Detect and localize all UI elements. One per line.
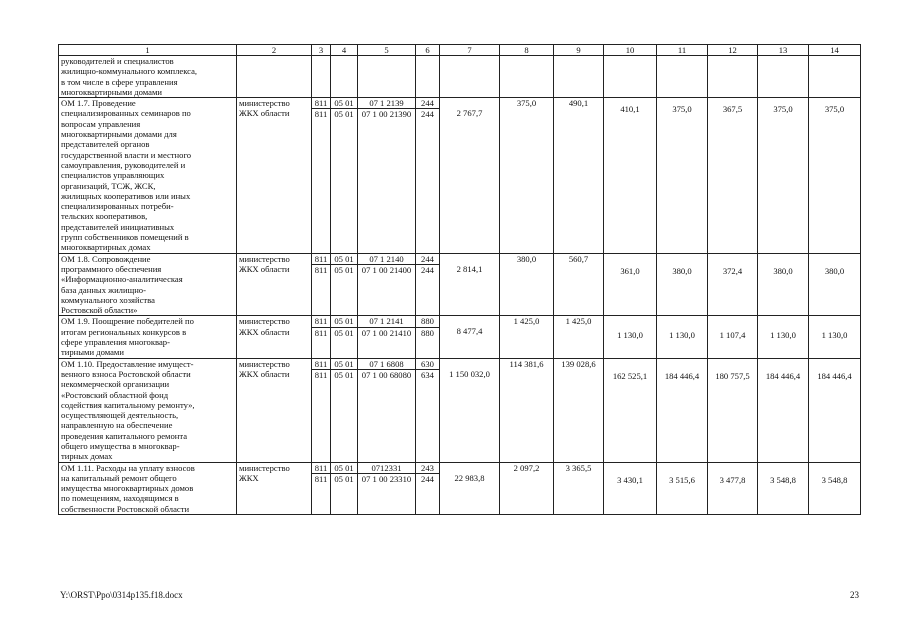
cell-line: 811: [314, 264, 328, 275]
year-value: 3 477,8: [708, 462, 758, 514]
cell-line: 07 1 2139: [358, 98, 415, 109]
year-value: 375,0: [657, 98, 708, 253]
cell-line: 05 01: [331, 316, 357, 327]
year-value: 3 548,8: [758, 462, 809, 514]
total-value: 22 983,8: [440, 462, 500, 514]
cell-line: 07 1 2140: [358, 254, 415, 265]
cell-line: 244: [421, 109, 434, 120]
cell-line: министерство: [239, 253, 290, 264]
year-value: 3 430,1: [604, 462, 657, 514]
cell-line: 811: [312, 254, 330, 265]
cell-line: по помещениям, находящимся в: [61, 493, 179, 504]
cell-line: венного взноса Ростовской области: [61, 368, 191, 379]
cell-line: представителей инициативных: [61, 221, 175, 232]
cell-line: осуществляющей деятельность,: [61, 410, 179, 421]
year-value: 139 028,6: [554, 358, 604, 462]
cell-line: государственной власти и местного: [61, 149, 192, 160]
year-value: 1 130,0: [809, 316, 861, 358]
cell-line: 811: [312, 98, 330, 109]
total-value: 1 150 032,0: [440, 358, 500, 462]
cell-line: «Информационно-аналитическая: [61, 274, 183, 285]
budget-code-c5: [358, 462, 416, 514]
budget-code-c6: [416, 253, 440, 316]
cell-line: 05 01: [334, 473, 354, 484]
cell-line: 244: [416, 254, 439, 265]
cell-line: сфере управления многоквар-: [61, 337, 170, 348]
year-value: 1 107,4: [708, 316, 758, 358]
budget-table: [58, 44, 861, 515]
budget-code-c6: [416, 358, 440, 462]
empty-cell: [554, 56, 604, 98]
page-number: 23: [850, 590, 859, 600]
col-header: 4: [331, 45, 358, 56]
cell-line: 05 01: [331, 98, 357, 109]
budget-code-c4: [331, 98, 358, 253]
event-description: [59, 98, 237, 253]
cell-line: 630: [416, 359, 439, 370]
empty-cell: [237, 56, 312, 98]
event-description: [59, 358, 237, 462]
cell-line: министерство: [239, 358, 290, 369]
year-value: 114 381,6: [500, 358, 554, 462]
empty-cell: [758, 56, 809, 98]
budget-code-c6: [416, 98, 440, 253]
cell-line: самоуправления, руководителей и: [61, 159, 186, 170]
total-value: 2 814,1: [440, 253, 500, 316]
cell-line: ОМ 1.11. Расходы на уплату взносов: [61, 462, 195, 473]
cell-line: министерство: [239, 316, 290, 327]
cell-line: итогам региональных конкурсов в: [61, 326, 187, 337]
cell-line: проведения капитального ремонта: [61, 430, 188, 441]
year-value: 372,4: [708, 253, 758, 316]
cell-line: специализированных семинаров по: [61, 108, 191, 119]
executor: [237, 462, 312, 514]
cell-line: 07 1 00 21390: [361, 109, 412, 120]
cell-line: 07 1 00 21410: [361, 327, 412, 338]
cell-line: групп собственников помещений в: [61, 232, 189, 243]
year-value: 184 446,4: [758, 358, 809, 462]
event-description: [59, 253, 237, 316]
col-header: 7: [440, 45, 500, 56]
cell-line: 07 1 6808: [358, 359, 415, 370]
cell-line: база данных жилищно-: [61, 284, 146, 295]
file-path: Y:\ORST\Ppo\0314p135.f18.docx: [60, 590, 183, 600]
executor: [237, 253, 312, 316]
budget-code-c5: [358, 98, 416, 253]
col-header: 11: [657, 45, 708, 56]
event-description: [59, 316, 237, 358]
cell-line: министерство: [239, 462, 290, 473]
cell-line: 05 01: [334, 264, 354, 275]
table-row: [59, 358, 861, 462]
year-value: 3 365,5: [554, 462, 604, 514]
cell-line: специалистов управляющих: [61, 170, 165, 181]
col-header: 13: [758, 45, 809, 56]
cell-line: 05 01: [331, 254, 357, 265]
cell-line: коммунального хозяйства: [61, 294, 155, 305]
cell-line: ЖКХ области: [239, 368, 290, 379]
executor: [237, 98, 312, 253]
budget-code-c5: [358, 253, 416, 316]
year-value: 375,0: [500, 98, 554, 253]
year-value: 361,0: [604, 253, 657, 316]
year-value: 367,5: [708, 98, 758, 253]
empty-cell: [416, 56, 440, 98]
budget-code-c5: [358, 316, 416, 358]
cell-line: 811: [314, 109, 328, 120]
cell-line: собственности Ростовской области: [61, 503, 190, 514]
cell-line: тельских кооперативов,: [61, 211, 148, 222]
desc-line: руководителей и специалистов: [61, 56, 174, 66]
empty-cell: [331, 56, 358, 98]
cell-line: ОМ 1.7. Проведение: [61, 98, 136, 109]
table-row: [59, 98, 861, 253]
cell-line: многоквартирными домами для: [61, 129, 177, 140]
cell-line: 05 01: [331, 359, 357, 370]
budget-code-c5: [358, 358, 416, 462]
budget-code-c3: [312, 462, 331, 514]
cell-line: «Ростовский областной фонд: [61, 389, 169, 400]
empty-cell: [809, 56, 861, 98]
cell-line: 880: [416, 316, 439, 327]
year-value: 380,0: [657, 253, 708, 316]
table-row: [59, 316, 861, 358]
budget-code-c3: [312, 253, 331, 316]
cell-line: ЖКХ области: [239, 326, 290, 337]
empty-cell: [358, 56, 416, 98]
budget-code-c4: [331, 462, 358, 514]
budget-code-c3: [312, 316, 331, 358]
cell-line: жилищных кооперативов или иных: [61, 190, 191, 201]
year-value: 2 097,2: [500, 462, 554, 514]
cell-line: некоммерческой организации: [61, 379, 170, 390]
cell-line: 811: [312, 463, 330, 474]
cell-line: министерство: [239, 98, 290, 109]
cell-line: ОМ 1.9. Поощрение победителей по: [61, 316, 194, 327]
col-header: 2: [237, 45, 312, 56]
executor: [237, 358, 312, 462]
year-value: 375,0: [758, 98, 809, 253]
cell-line: тирных домах: [61, 451, 113, 462]
header-row: [59, 45, 861, 56]
cell-line: общего имущества в многоквар-: [61, 440, 180, 451]
cell-line: 244: [421, 473, 434, 484]
year-value: 184 446,4: [809, 358, 861, 462]
cell-line: 811: [314, 473, 328, 484]
cell-line: 07 1 00 68080: [361, 369, 412, 380]
cell-line: Ростовской области»: [61, 305, 138, 316]
year-value: 1 425,0: [554, 316, 604, 358]
empty-cell: [708, 56, 758, 98]
desc-line: многоквартирными домами: [61, 86, 163, 97]
col-header: 14: [809, 45, 861, 56]
cell-line: направленную на обеспечение: [61, 420, 173, 431]
cell-line: 05 01: [334, 109, 354, 120]
year-value: 3 515,6: [657, 462, 708, 514]
col-header: 12: [708, 45, 758, 56]
cell-line: 880: [421, 327, 434, 338]
cell-line: тирными домами: [61, 347, 124, 358]
col-header: 6: [416, 45, 440, 56]
cell-line: ЖКХ: [239, 472, 259, 483]
budget-code-c6: [416, 462, 440, 514]
cell-line: 811: [314, 327, 328, 338]
col-header: 10: [604, 45, 657, 56]
year-value: 560,7: [554, 253, 604, 316]
table-row: [59, 462, 861, 514]
cell-line: представителей органов: [61, 139, 150, 150]
budget-code-c3: [312, 358, 331, 462]
cell-line: вопросам управления: [61, 118, 141, 129]
desc-line: жилищно-коммунального комплекса,: [61, 66, 198, 77]
cell-line: 243: [416, 463, 439, 474]
year-value: 1 130,0: [758, 316, 809, 358]
year-value: 3 548,8: [809, 462, 861, 514]
executor: [237, 316, 312, 358]
cell-line: 0712331: [358, 463, 415, 474]
year-value: 375,0: [809, 98, 861, 253]
event-description: [59, 462, 237, 514]
cell-line: 07 1 2141: [358, 316, 415, 327]
cell-line: 05 01: [334, 369, 354, 380]
col-header: 8: [500, 45, 554, 56]
cell-line: 811: [314, 369, 328, 380]
cell-line: ОМ 1.8. Сопровождение: [61, 253, 151, 264]
year-value: 184 446,4: [657, 358, 708, 462]
empty-cell: [312, 56, 331, 98]
budget-code-c6: [416, 316, 440, 358]
year-value: 162 525,1: [604, 358, 657, 462]
cell-line: 05 01: [334, 327, 354, 338]
col-header: 1: [59, 45, 237, 56]
table-row: [59, 253, 861, 316]
cell-line: 05 01: [331, 463, 357, 474]
year-value: 180 757,5: [708, 358, 758, 462]
year-value: 380,0: [809, 253, 861, 316]
cell-line: 244: [421, 264, 434, 275]
year-value: 380,0: [758, 253, 809, 316]
empty-cell: [440, 56, 500, 98]
empty-cell: [500, 56, 554, 98]
cell-line: имущества многоквартирных домов: [61, 483, 194, 494]
budget-code-c3: [312, 98, 331, 253]
year-value: 490,1: [554, 98, 604, 253]
cell-line: 811: [312, 359, 330, 370]
continuation-description: [59, 56, 237, 98]
col-header: 5: [358, 45, 416, 56]
cell-line: ОМ 1.10. Предоставление имущест-: [61, 358, 194, 369]
continuation-row: [59, 56, 861, 98]
year-value: 1 130,0: [604, 316, 657, 358]
total-value: 8 477,4: [440, 316, 500, 358]
year-value: 1 130,0: [657, 316, 708, 358]
budget-code-c4: [331, 253, 358, 316]
cell-line: 244: [416, 98, 439, 109]
cell-line: 07 1 00 23310: [361, 473, 412, 484]
cell-line: 634: [421, 369, 434, 380]
cell-line: на капитальный ремонт общего: [61, 472, 177, 483]
cell-line: специализированных потреби-: [61, 201, 174, 212]
budget-code-c4: [331, 316, 358, 358]
col-header: 3: [312, 45, 331, 56]
total-value: 2 767,7: [440, 98, 500, 253]
empty-cell: [604, 56, 657, 98]
cell-line: содействия капитальному ремонту»,: [61, 399, 195, 410]
year-value: 410,1: [604, 98, 657, 253]
cell-line: организаций, ТСЖ, ЖСК,: [61, 180, 156, 191]
cell-line: ЖКХ области: [239, 263, 290, 274]
desc-line: в том числе в сфере управления: [61, 76, 178, 87]
cell-line: 07 1 00 21400: [361, 264, 412, 275]
budget-code-c4: [331, 358, 358, 462]
cell-line: 811: [312, 316, 330, 327]
cell-line: многоквартирных домах: [61, 242, 151, 253]
cell-line: программного обеспечения: [61, 263, 162, 274]
year-value: 380,0: [500, 253, 554, 316]
empty-cell: [657, 56, 708, 98]
col-header: 9: [554, 45, 604, 56]
cell-line: ЖКХ области: [239, 108, 290, 119]
year-value: 1 425,0: [500, 316, 554, 358]
